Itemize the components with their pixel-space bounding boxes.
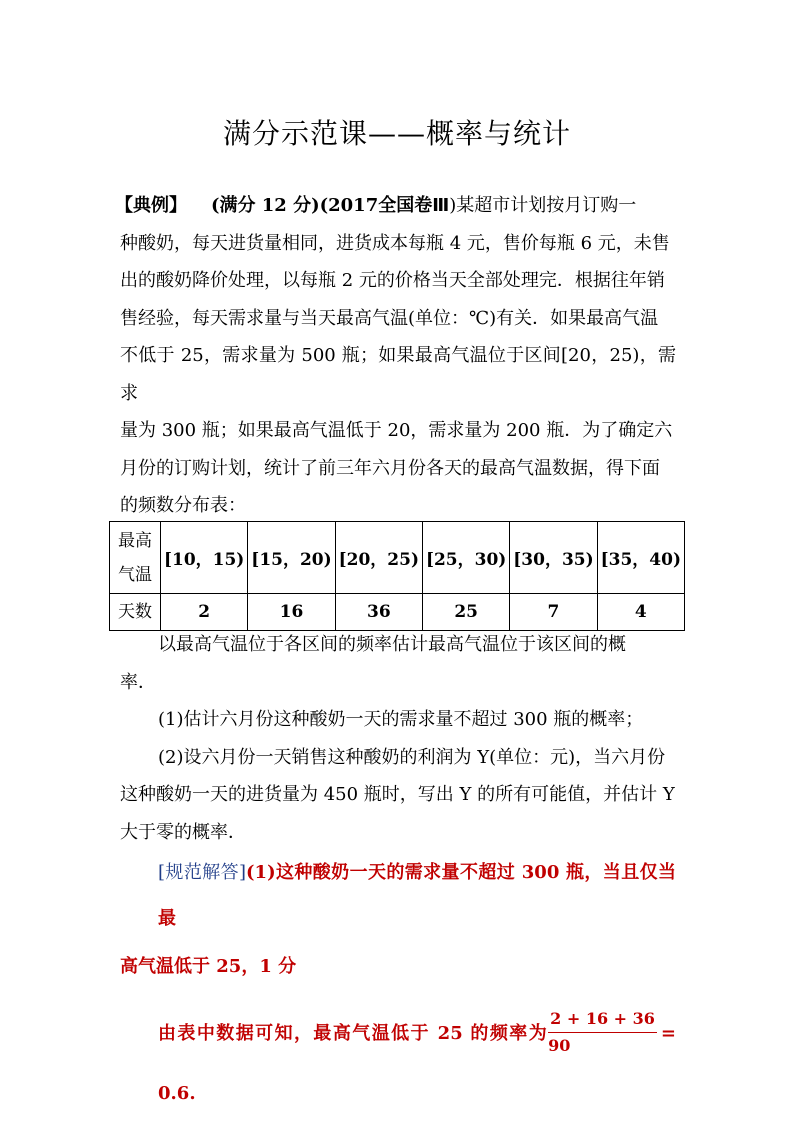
interval-cell: [35，40) bbox=[597, 522, 684, 594]
solution-line-1 bbox=[120, 850, 676, 942]
fraction-numerator: 2 + 16 + 36 bbox=[548, 1010, 657, 1033]
interval-cell: [30，35) bbox=[510, 522, 597, 594]
count-cell: 4 bbox=[597, 594, 684, 631]
solution-tag: [规范解答] bbox=[158, 862, 247, 883]
example-line-8: 的频数分布表： bbox=[120, 495, 246, 516]
row-header-line: 最高 bbox=[118, 530, 152, 551]
row-header-days: 天数 bbox=[110, 594, 161, 631]
example-line-1 bbox=[115, 187, 676, 225]
example-line-7: 月份的订购计划，统计了前三年六月份各天的最高气温数据，得下面 bbox=[120, 457, 660, 479]
page-title: 满分示范课——概率与统计 bbox=[222, 117, 571, 150]
interval-cell: [20，25) bbox=[335, 522, 422, 594]
solution-line-3-result: = 0.6. bbox=[158, 1023, 676, 1104]
count-cell: 7 bbox=[510, 594, 597, 631]
row-header-temperature bbox=[110, 522, 161, 594]
interval-cell: [25，30) bbox=[422, 522, 509, 594]
question-2-line-2: 这种酸奶一天的进货量为 450 瓶时，写出 Y 的所有可能值，并估计 Y bbox=[120, 784, 675, 805]
row-header-line: 气温 bbox=[118, 564, 152, 585]
interval-cell: [15，20) bbox=[248, 522, 335, 594]
note-line-2: 率． bbox=[120, 671, 156, 693]
example-meta: (满分 12 分)(2017 bbox=[211, 195, 379, 216]
fraction bbox=[548, 1010, 657, 1055]
solution-line-2: 高气温低于 25，1 分 bbox=[120, 956, 297, 977]
count-cell: 16 bbox=[248, 594, 335, 631]
count-cell: 2 bbox=[161, 594, 248, 631]
example-line-4: 售经验，每天需求量与当天最高气温(单位：℃)有关．如果最高气温 bbox=[120, 307, 659, 329]
solution-paragraph bbox=[120, 850, 676, 1124]
example-line-text: )某超市计划按月订购一 bbox=[449, 195, 637, 216]
example-tag: 【典例】 bbox=[115, 195, 187, 216]
solution-text: (1)这种酸奶一天的需求量不超过 300 瓶，当且仅当最 bbox=[158, 862, 676, 929]
example-line-3: 出的酸奶降价处理，以每瓶 2 元的价格当天全部处理完．根据往年销 bbox=[120, 270, 665, 291]
example-source: 全国卷Ⅲ bbox=[378, 195, 450, 216]
count-cell: 36 bbox=[335, 594, 422, 631]
count-cell: 25 bbox=[422, 594, 509, 631]
solution-line-3-text: 由表中数据可知，最高气温低于 25 的频率为 bbox=[158, 1023, 549, 1044]
example-line-6: 量为 300 瓶；如果最高气温低于 20，需求量为 200 瓶．为了确定六 bbox=[120, 420, 673, 441]
note-line-1: 以最高气温位于各区间的频率估计最高气温位于该区间的概 bbox=[158, 634, 626, 655]
fraction-denominator: 90 bbox=[548, 1035, 571, 1055]
table-row bbox=[110, 594, 685, 631]
example-line-5: 不低于 25，需求量为 500 瓶；如果最高气温位于区间[20，25)，需求 bbox=[120, 345, 676, 404]
question-paragraph bbox=[120, 626, 676, 851]
solution-line-3 bbox=[120, 1004, 676, 1124]
frequency-table bbox=[109, 521, 685, 631]
question-1: (1)估计六月份这种酸奶一天的需求量不超过 300 瓶的概率； bbox=[158, 709, 644, 730]
example-line-2: 种酸奶，每天进货量相同，进货成本每瓶 4 元，售价每瓶 6 元，未售 bbox=[120, 232, 670, 254]
interval-cell: [10，15) bbox=[161, 522, 248, 594]
question-2-line-1: (2)设六月份一天销售这种酸奶的利润为 Y(单位：元)，当六月份 bbox=[158, 746, 666, 768]
example-paragraph bbox=[115, 187, 676, 525]
table-row bbox=[110, 522, 685, 594]
question-2-line-3: 大于零的概率． bbox=[120, 821, 246, 843]
